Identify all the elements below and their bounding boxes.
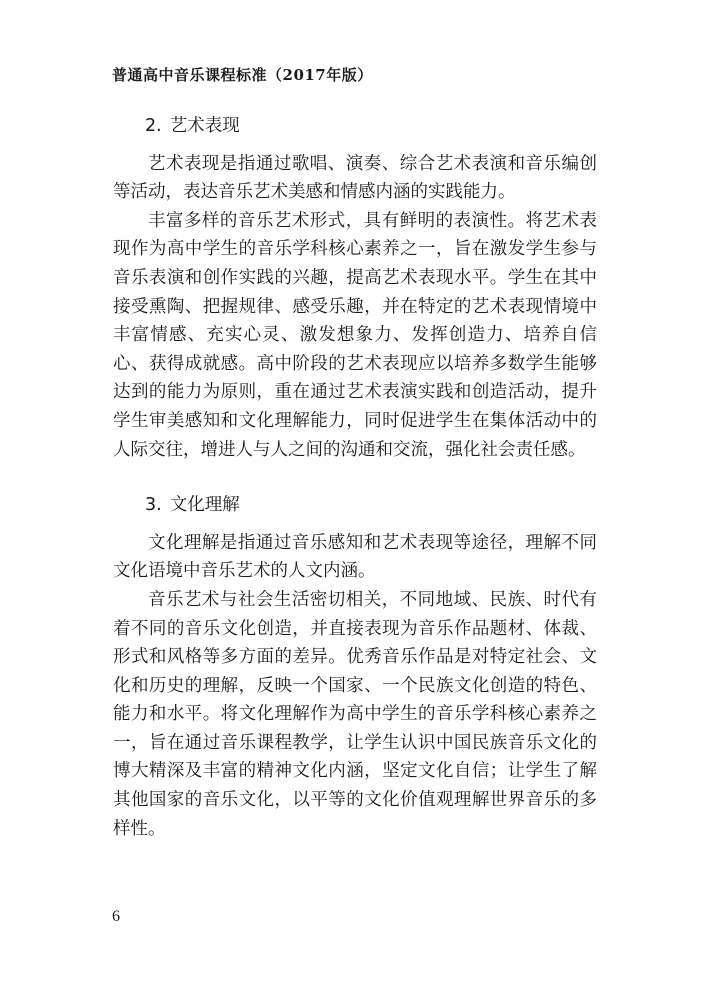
running-header: 普通高中音乐课程标准（2017年版） bbox=[112, 66, 373, 84]
section-title: 文化理解 bbox=[169, 495, 240, 516]
section-number: 3. bbox=[145, 495, 162, 516]
page-body bbox=[113, 112, 597, 843]
section-artistic-expression bbox=[113, 112, 597, 464]
paragraph: 艺术表现是指通过歌唱、演奏、综合艺术表演和音乐编创等活动，表达音乐艺术美感和情感内涵的实践能力。 bbox=[113, 153, 597, 203]
section-heading bbox=[113, 491, 597, 520]
section-cultural-understanding bbox=[113, 491, 597, 843]
section-title: 艺术表现 bbox=[169, 116, 240, 136]
page-number: 6 bbox=[112, 908, 120, 925]
section-heading bbox=[113, 112, 597, 141]
paragraph: 音乐艺术与社会生活密切相关，不同地域、民族、时代有着不同的音乐文化创造，并直接表现为音乐作品题材、体裁、形式和风格等多方面的差异。优秀音乐作品是对特定社会、文化和历史的理解，反映一个国家、一个民族文化创造的特色、能力和水平。将文化理解作为高中学生的音乐学科核心素养之一，旨在通过音乐课程教学，让学生认识中国民族音乐文化的博大精深及丰富的精神文化内涵，坚定文化自信；让学生了解其他国家的音乐文化，以平等的文化价值观理解世界音乐的多样性。 bbox=[113, 589, 597, 839]
paragraph: 丰富多样的音乐艺术形式，具有鲜明的表演性。将艺术表现作为高中学生的音乐学科核心素养之一，旨在激发学生参与音乐表演和创作实践的兴趣，提高艺术表现水平。学生在其中接受熏陶、把握规律、感受乐趣，并在特定的艺术表现情境中丰富情感、充实心灵、激发想象力、发挥创造力、培养自信心、获得成就感。高中阶段的艺术表现应以培养多数学生能够达到的能力为原则，重在通过艺术表演实践和创造活动，提升学生审美感知和文化理解能力，同时促进学生在集体活动中的人际交往，增进人与人之间的沟通和交流，强化社会责任感。 bbox=[113, 210, 597, 460]
spacer bbox=[113, 464, 597, 491]
section-number: 2. bbox=[145, 116, 162, 136]
paragraph: 文化理解是指通过音乐感知和艺术表现等途径，理解不同文化语境中音乐艺术的人文内涵。 bbox=[113, 532, 597, 582]
spacer bbox=[113, 141, 597, 150]
spacer bbox=[113, 520, 597, 529]
